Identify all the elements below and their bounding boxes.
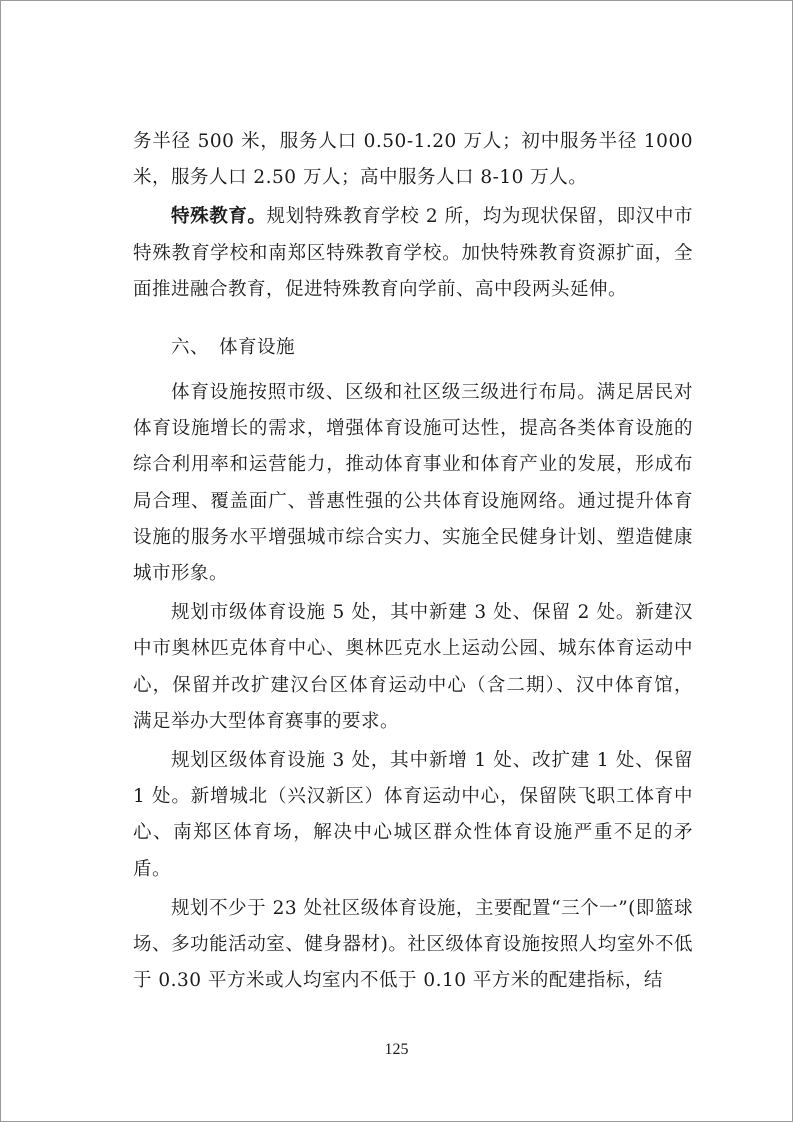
section-title: 体育设施 [219,337,296,359]
paragraph-district-level-sports: 规划区级体育设施 3 处，其中新增 1 处、改扩建 1 处、保留 1 处。新增城北（兴汉新区）体育运动中心，保留陕飞职工体育中心、南郑区体育场，解决中心城区群众性体育设施严重不足的矛盾。 [133,750,693,880]
paragraph-sports-overview: 体育设施按照市级、区级和社区级三级进行布局。满足居民对体育设施增长的需求，增强体育设施可达性，提高各类体育设施的综合利用率和运营能力，推动体育事业和体育产业的发展，形成布局合理、覆盖面广、普惠性强的公共体育设施网络。通过提升体育设施的服务水平增强城市综合实力、实施全民健身计划、塑造健康城市形象。 [133,382,693,585]
special-education-text: 规划特殊教育学校 2 所，均为现状保留，即汉中市特殊教育学校和南郑区特殊教育学校。加快特殊教育资源扩面，全面推进融合教育，促进特殊教育向学前、高中段两头延伸。 [133,206,693,300]
paragraph-community-level-sports: 规划不少于 23 处社区级体育设施，主要配置“三个一”(即篮球场、多功能活动室、健身器材)。社区级体育设施按照人均室外不低于 0.30 平方米或人均室内不低于 0.10 平方米的配建指标，结 [133,897,693,992]
document-body [133,124,693,999]
page-number: 125 [384,1041,409,1058]
section-number: 六、 [171,337,210,359]
section-heading [133,330,693,366]
paragraph-city-level-sports: 规划市级体育设施 5 处，其中新建 3 处、保留 2 处。新建汉中市奥林匹克体育中心、奥林匹克水上运动公园、城东体育运动中心，保留并改扩建汉台区体育运动中心（含二期）、汉中体育馆，满足举办大型体育赛事的要求。 [133,602,693,732]
paragraph-school-radius: 务半径 500 米，服务人口 0.50-1.20 万人；初中服务半径 1000 米，服务人口 2.50 万人；高中服务人口 8-10 万人。 [133,131,693,189]
paragraph-special-education [133,199,693,308]
special-education-label: 特殊教育。 [171,206,267,228]
